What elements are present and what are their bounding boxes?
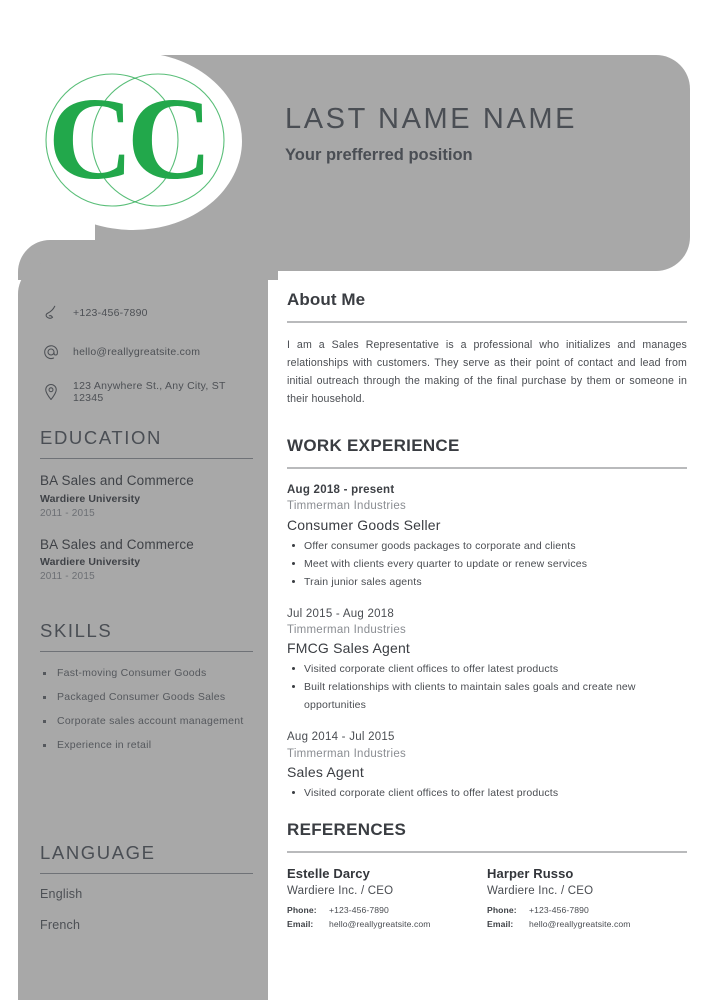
about-divider [287, 321, 687, 323]
reference-email-value: hello@reallygreatsite.com [529, 918, 631, 929]
language-heading: LANGUAGE [40, 842, 156, 863]
education-heading: EDUCATION [40, 427, 162, 448]
reference-email-value: hello@reallygreatsite.com [329, 918, 431, 929]
job-company: Timmerman Industries [287, 500, 406, 513]
logo-letter-left: C [48, 73, 134, 204]
reference-phone-row [487, 905, 687, 915]
job-company: Timmerman Industries [287, 747, 406, 760]
section-language [40, 842, 258, 949]
logo-letter-right: C [127, 73, 213, 204]
reference-phone-label: Phone: [287, 904, 317, 915]
reference-phone-value: +123-456-7890 [329, 904, 389, 915]
work-divider [287, 467, 687, 469]
list-item: Offer consumer goods packages to corporate and clients [287, 537, 687, 555]
job-date: Jul 2015 - Aug 2018 [287, 607, 395, 620]
section-education [40, 427, 258, 599]
references-grid [287, 866, 687, 929]
list-item: Fast-moving Consumer Goods [40, 665, 258, 682]
job-entry [287, 729, 687, 802]
page-title: LAST NAME NAME [285, 103, 578, 135]
logo-bubble [24, 52, 242, 230]
list-item: Built relationships with clients to maintain sales goals and create new opportunities [287, 678, 687, 714]
list-item: Corporate sales account management [40, 713, 258, 730]
list-item: English [40, 887, 83, 901]
job-date: Aug 2014 - Jul 2015 [287, 731, 395, 744]
job-title: Sales Agent [287, 764, 364, 781]
list-item: Meet with clients every quarter to update or renew services [287, 555, 687, 573]
education-item [40, 472, 258, 519]
reference-role: Wardiere Inc. / CEO [487, 884, 594, 897]
reference-phone-value: +123-456-7890 [529, 904, 589, 915]
job-bullets [287, 784, 687, 802]
job-date: Aug 2018 - present [287, 483, 395, 496]
education-years: 2011 - 2015 [40, 507, 95, 519]
education-school: Wardiere University [40, 492, 141, 505]
job-bullets [287, 660, 687, 714]
sidebar [18, 262, 268, 1000]
language-divider [40, 873, 253, 874]
contact-row-email [40, 341, 255, 363]
contact-address-value: 123 Anywhere St., Any City, ST 12345 [73, 380, 226, 404]
job-entry [287, 606, 687, 715]
main-content [287, 290, 687, 929]
education-divider [40, 458, 253, 459]
education-degree: BA Sales and Commerce [40, 536, 194, 552]
reference-name: Estelle Darcy [287, 865, 370, 881]
skills-heading: SKILLS [40, 620, 113, 641]
about-body: I am a Sales Representative is a professional who initializes and manages relationships with customers. They serve as their point of contact and lead from initial outreach through the making of the final purchase by them or someone in their household. [287, 338, 687, 406]
job-title: Consumer Goods Seller [287, 516, 441, 533]
reference-email-label: Email: [287, 918, 314, 929]
education-degree: BA Sales and Commerce [40, 473, 194, 488]
list-item: Visited corporate client offices to offer latest products [287, 660, 687, 678]
education-school: Wardiere University [40, 556, 141, 569]
education-item [40, 536, 258, 583]
phone-icon [40, 302, 62, 324]
list-item: Train junior sales agents [287, 573, 687, 591]
reference-email-label: Email: [487, 918, 514, 929]
contact-list [40, 302, 255, 421]
email-icon [40, 341, 62, 363]
list-item: Visited corporate client offices to offer latest products [287, 784, 687, 802]
section-work-experience [287, 436, 687, 802]
contact-row-address [40, 380, 255, 404]
location-pin-icon [40, 381, 62, 403]
references-heading: REFERENCES [287, 820, 407, 840]
contact-row-phone [40, 302, 255, 324]
job-title: FMCG Sales Agent [287, 640, 411, 657]
reference-email-row [287, 919, 487, 929]
reference-email-row [487, 919, 687, 929]
references-divider [287, 851, 687, 853]
skills-list [40, 665, 258, 754]
contact-email-value: hello@reallygreatsite.com [73, 346, 201, 358]
about-heading: About Me [287, 290, 366, 309]
education-years: 2011 - 2015 [40, 571, 95, 583]
reference-card [487, 866, 687, 929]
list-item: French [40, 918, 81, 932]
section-references [287, 820, 687, 929]
section-skills [40, 620, 258, 761]
job-bullets [287, 537, 687, 591]
job-entry [287, 482, 687, 591]
header-text-block [285, 103, 685, 167]
work-heading: WORK EXPERIENCE [287, 436, 460, 456]
section-about-me [287, 290, 687, 408]
list-item: Experience in retail [40, 737, 258, 754]
reference-card [287, 866, 487, 929]
reference-phone-row [287, 905, 487, 915]
header-position: Your prefferred position [285, 146, 473, 165]
list-item: Packaged Consumer Goods Sales [40, 689, 258, 706]
contact-phone-value: +123-456-7890 [73, 307, 148, 319]
reference-phone-label: Phone: [487, 904, 517, 915]
reference-role: Wardiere Inc. / CEO [287, 884, 394, 897]
reference-name: Harper Russo [487, 865, 574, 881]
job-company: Timmerman Industries [287, 624, 406, 636]
logo-monogram-icon [24, 52, 242, 230]
skills-divider [40, 651, 253, 652]
